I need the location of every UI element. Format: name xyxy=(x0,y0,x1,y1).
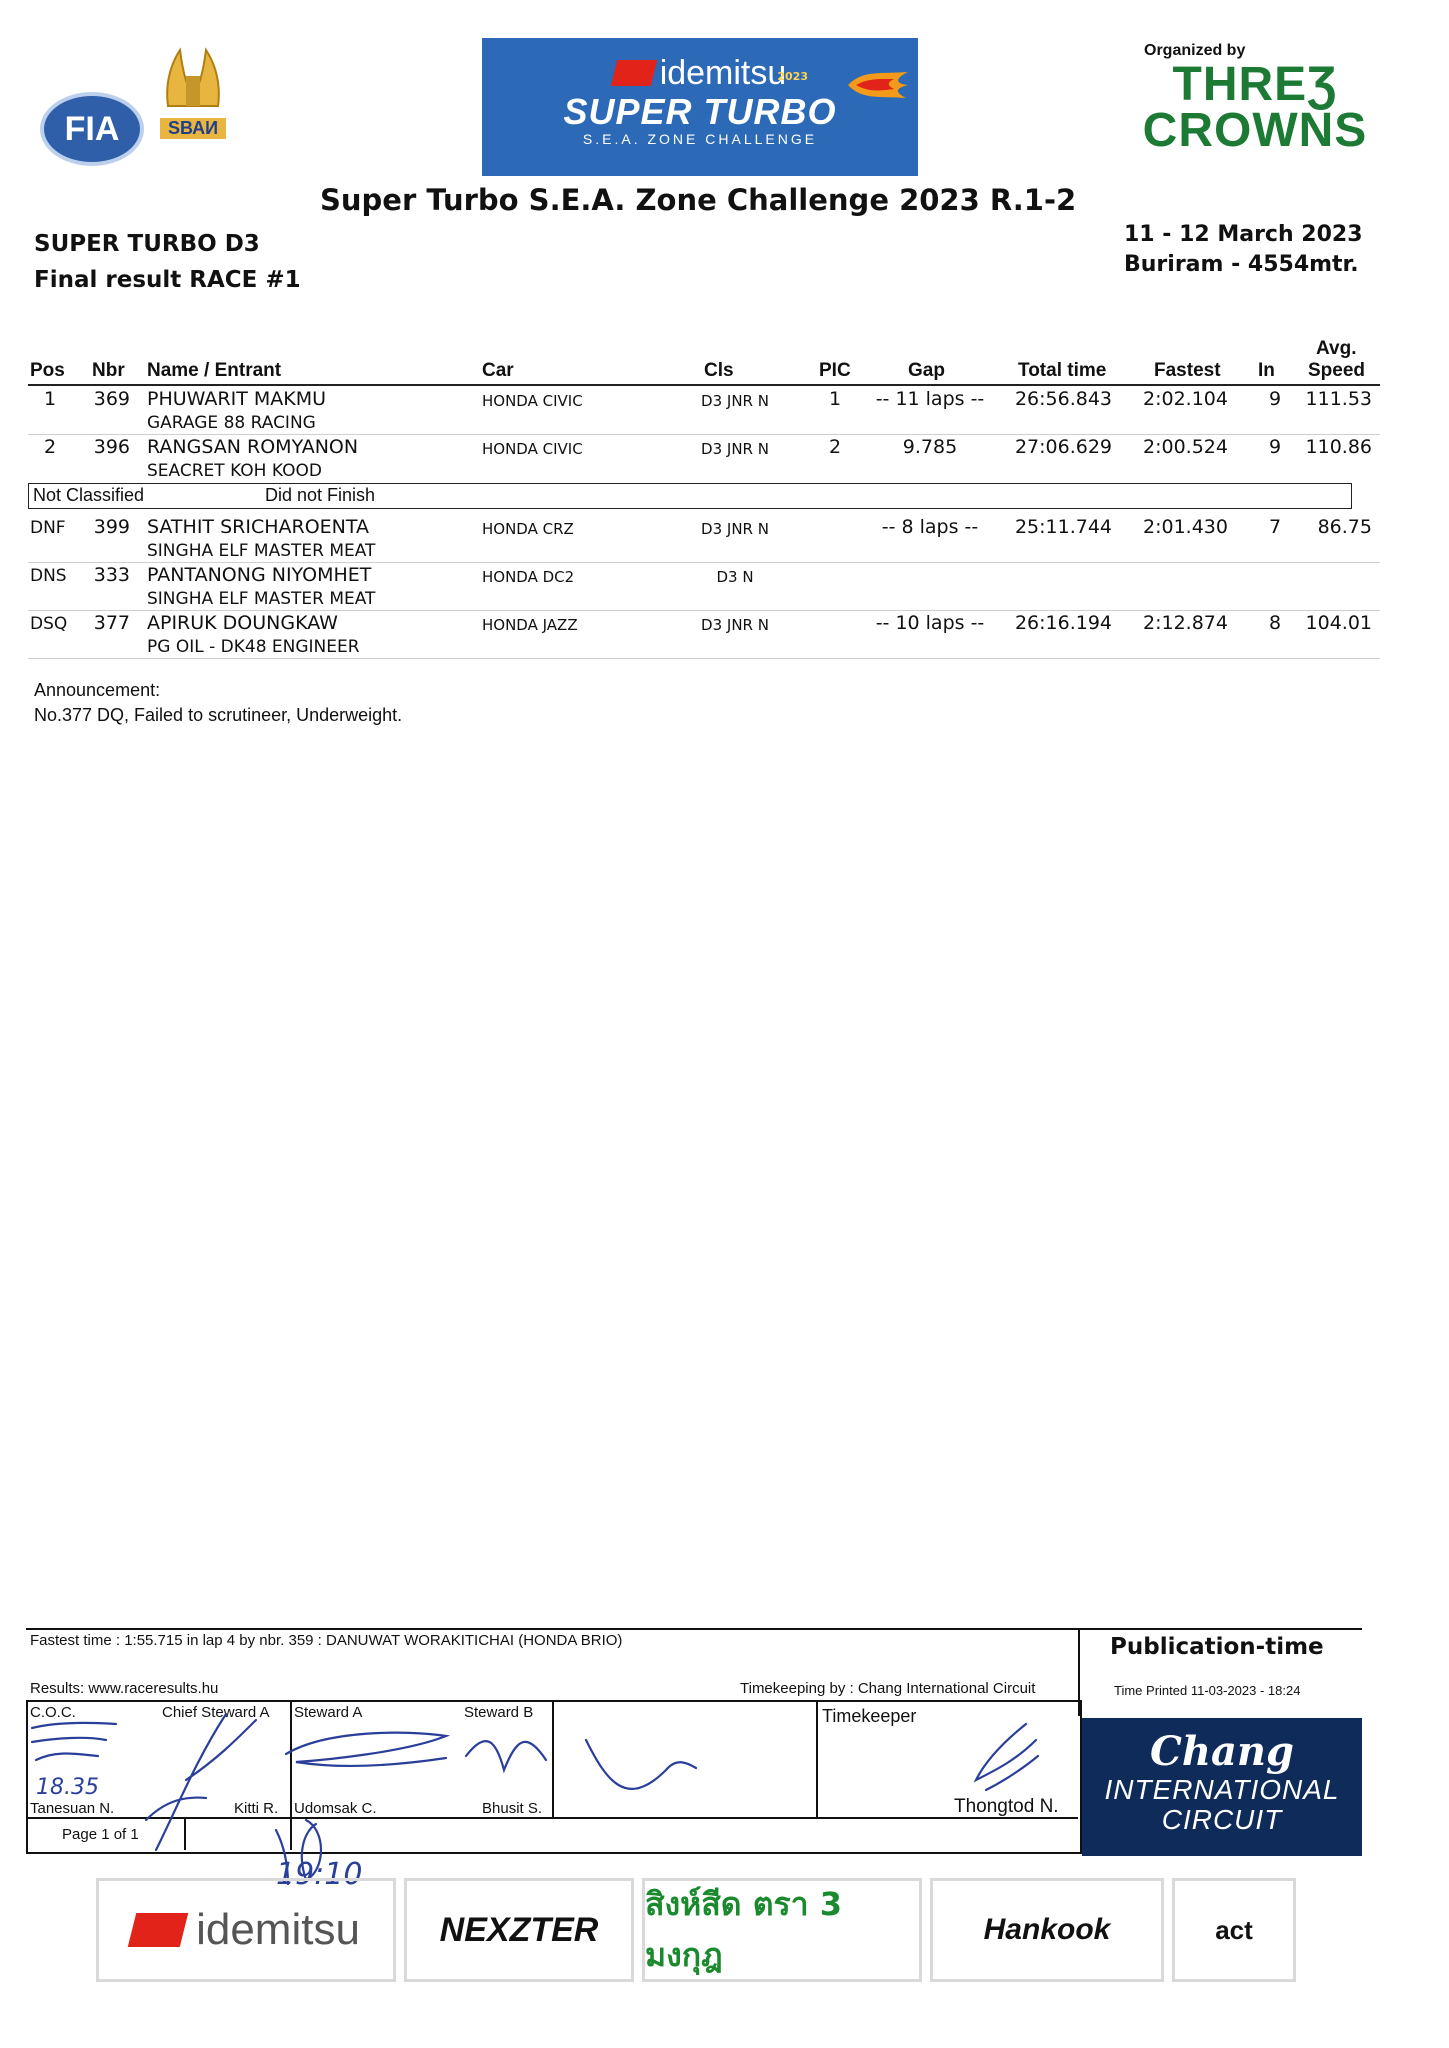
announcement-title: Announcement: xyxy=(34,680,161,700)
row4-name: PANTANONG NIYOMHET xyxy=(147,564,372,586)
sponsor-nexzter-text: NEXZTER xyxy=(439,1910,599,1949)
handwritten-signatures xyxy=(26,1700,1078,1890)
row2-car: HONDA CIVIC xyxy=(482,440,583,458)
row3-fastest: 2:01.430 xyxy=(1143,516,1228,538)
row2-cls: D3 JNR N xyxy=(701,440,769,458)
row3-name: SATHIT SRICHAROENTA xyxy=(147,516,369,538)
results-url: Results: www.raceresults.hu xyxy=(30,1680,219,1697)
sponsor-idemitsu xyxy=(96,1878,396,1982)
col-pic-header: PIC xyxy=(819,360,851,381)
idemitsu-super-turbo-banner xyxy=(482,38,918,176)
fastest-time-note: Fastest time : 1:55.715 in lap 4 by nbr. 359 : DANUWAT WORAKITICHAI (HONDA BRIO) xyxy=(30,1632,623,1649)
row4-nbr: 333 xyxy=(93,564,130,586)
timekeeping-by: Timekeeping by : Chang International Circuit xyxy=(740,1680,1036,1697)
row5-name: APIRUK DOUNGKAW xyxy=(147,612,338,634)
row4-pos: DNS xyxy=(30,566,67,586)
handwritten-time-2: 19:10 xyxy=(276,1857,363,1890)
steward-b-name: Bhusit S. xyxy=(482,1800,543,1817)
steward-b-label: Steward B xyxy=(464,1704,534,1721)
row-divider xyxy=(28,434,1380,435)
row5-total: 26:16.194 xyxy=(1014,612,1112,634)
banner-year: 2023 xyxy=(777,70,808,83)
row4-cls: D3 N xyxy=(716,568,754,586)
row5-cls: D3 JNR N xyxy=(701,616,769,634)
page-number: Page 1 of 1 xyxy=(62,1826,139,1843)
chang-circuit-logo xyxy=(1082,1718,1362,1856)
three-crowns-logo xyxy=(1140,58,1370,157)
row-divider xyxy=(28,610,1380,611)
class-title: SUPER TURBO D3 xyxy=(34,231,260,257)
timekeeper-label: Timekeeper xyxy=(822,1706,917,1726)
row2-total: 27:06.629 xyxy=(1014,436,1112,458)
col-name-header: Name / Entrant xyxy=(147,360,282,381)
not-classified-box xyxy=(28,483,1352,509)
row1-pos: 1 xyxy=(43,388,57,410)
col-pos-header: Pos xyxy=(30,360,65,381)
row1-in: 9 xyxy=(1268,388,1282,410)
row4-car: HONDA DC2 xyxy=(482,568,575,586)
row2-fastest: 2:00.524 xyxy=(1143,436,1228,458)
chang-sub2: CIRCUIT xyxy=(1161,1804,1283,1835)
class-session-block xyxy=(34,226,301,298)
chief-steward-name: Kitti R. xyxy=(234,1800,279,1817)
footer-top-rule xyxy=(26,1628,1080,1630)
row2-pic: 2 xyxy=(828,436,842,458)
row5-car: HONDA JAZZ xyxy=(482,616,578,634)
row3-pos: DNF xyxy=(30,518,66,538)
rat-logo-text: ЅВАИ xyxy=(160,118,226,139)
row3-cls: D3 JNR N xyxy=(701,520,769,538)
row3-speed: 86.75 xyxy=(1317,516,1372,538)
chief-steward-label: Chief Steward A xyxy=(162,1704,270,1721)
row1-pic: 1 xyxy=(828,388,842,410)
row1-speed: 111.53 xyxy=(1305,388,1372,410)
sponsor-hankook xyxy=(930,1878,1164,1982)
col-cls-header: Cls xyxy=(704,360,734,381)
announcement-block xyxy=(34,678,402,728)
row4-entrant: SINGHA ELF MASTER MEAT xyxy=(147,589,376,609)
fia-logo xyxy=(40,92,144,166)
flame-icon xyxy=(848,70,908,100)
rat-crest-logo xyxy=(160,46,226,156)
row5-gap: -- 10 laps -- xyxy=(875,612,985,634)
row2-gap: 9.785 xyxy=(902,436,958,458)
row1-cls: D3 JNR N xyxy=(701,392,769,410)
sponsor-hankook-text: Hankook xyxy=(983,1913,1111,1946)
col-fastest-header: Fastest xyxy=(1154,360,1221,381)
did-not-finish-label: Did not Finish xyxy=(265,485,376,505)
idemitsu-flag-icon xyxy=(610,60,656,86)
publication-time-label: Publication-time xyxy=(1110,1634,1324,1660)
col-total-header: Total time xyxy=(1018,360,1107,381)
col-nbr-header: Nbr xyxy=(92,360,125,381)
not-classified-label: Not Classified xyxy=(33,485,145,505)
date-venue-block xyxy=(1124,220,1363,280)
row2-in: 9 xyxy=(1268,436,1282,458)
chang-name: Chang xyxy=(1150,1728,1294,1775)
row3-total: 25:11.744 xyxy=(1014,516,1112,538)
row2-entrant: SEACRET KOH KOOD xyxy=(147,461,322,481)
event-title: Super Turbo S.E.A. Zone Challenge 2023 R.1-2 xyxy=(320,183,1077,217)
row5-nbr: 377 xyxy=(93,612,130,634)
coc-label: C.O.C. xyxy=(30,1704,76,1721)
event-date: 11 - 12 March 2023 xyxy=(1124,222,1363,247)
row3-gap: -- 8 laps -- xyxy=(881,516,979,538)
row2-speed: 110.86 xyxy=(1305,436,1372,458)
footer-top-rule-right xyxy=(1080,1628,1362,1630)
steward-a-name: Udomsak C. xyxy=(294,1800,377,1817)
row1-total: 26:56.843 xyxy=(1014,388,1112,410)
row5-pos: DSQ xyxy=(30,614,68,634)
col-in-header: In xyxy=(1258,360,1275,381)
row-divider xyxy=(28,562,1380,563)
event-venue: Buriram - 4554mtr. xyxy=(1124,252,1359,277)
row3-car: HONDA CRZ xyxy=(482,520,574,538)
sponsor-thai-text: สิงห์สีด ตรา 3 มงกุฎ xyxy=(645,1885,843,1974)
banner-brand-text: idemitsu xyxy=(659,54,787,92)
session-title: Final result RACE #1 xyxy=(34,267,301,293)
col-speed-header: Speed xyxy=(1308,360,1366,381)
sponsor-idemitsu-text: idemitsu xyxy=(196,1905,360,1954)
handwritten-time: 18.35 xyxy=(36,1775,99,1800)
organizer-line1: THREƷ xyxy=(1172,58,1338,111)
row-divider xyxy=(28,658,1380,659)
row3-nbr: 399 xyxy=(93,516,130,538)
time-printed: Time Printed 11-03-2023 - 18:24 xyxy=(1114,1683,1301,1698)
banner-series: SUPER TURBO xyxy=(563,91,837,132)
sponsor-thai xyxy=(642,1878,922,1982)
row3-entrant: SINGHA ELF MASTER MEAT xyxy=(147,541,376,561)
row1-gap: -- 11 laps -- xyxy=(875,388,985,410)
row5-entrant: PG OIL - DK48 ENGINEER xyxy=(147,637,360,657)
steward-a-label: Steward A xyxy=(294,1704,363,1721)
organizer-line2: CROWNS xyxy=(1142,104,1368,157)
row1-name: PHUWARIT MAKMU xyxy=(147,388,326,410)
row5-in: 8 xyxy=(1268,612,1282,634)
fia-logo-text: FIA xyxy=(64,109,120,148)
coc-name: Tanesuan N. xyxy=(30,1800,115,1817)
sponsor-action-text: act xyxy=(1215,1914,1253,1945)
row1-nbr: 369 xyxy=(93,388,130,410)
idemitsu-flag-icon xyxy=(128,1913,188,1947)
sponsor-action xyxy=(1172,1878,1296,1982)
col-gap-header: Gap xyxy=(908,360,945,381)
timekeeper-name: Thongtod N. xyxy=(954,1796,1059,1817)
row5-speed: 104.01 xyxy=(1305,612,1372,634)
row2-name: RANGSAN ROMYANON xyxy=(147,436,359,458)
banner-sub: S.E.A. ZONE CHALLENGE xyxy=(582,131,818,147)
row2-nbr: 396 xyxy=(93,436,130,458)
sponsor-nexzter xyxy=(404,1878,634,1982)
organized-by-label: Organized by xyxy=(1144,42,1246,59)
row1-entrant: GARAGE 88 RACING xyxy=(147,413,316,433)
row3-in: 7 xyxy=(1268,516,1282,538)
col-car-header: Car xyxy=(482,360,514,381)
row2-pos: 2 xyxy=(43,436,57,458)
row1-car: HONDA CIVIC xyxy=(482,392,583,410)
table-header-rule xyxy=(28,384,1380,386)
row5-fastest: 2:12.874 xyxy=(1143,612,1228,634)
col-speed-header-top: Avg. xyxy=(1316,338,1357,359)
chang-sub1: INTERNATIONAL xyxy=(1104,1774,1340,1805)
row1-fastest: 2:02.104 xyxy=(1143,388,1228,410)
announcement-text: No.377 DQ, Failed to scrutineer, Underweight. xyxy=(34,705,403,725)
